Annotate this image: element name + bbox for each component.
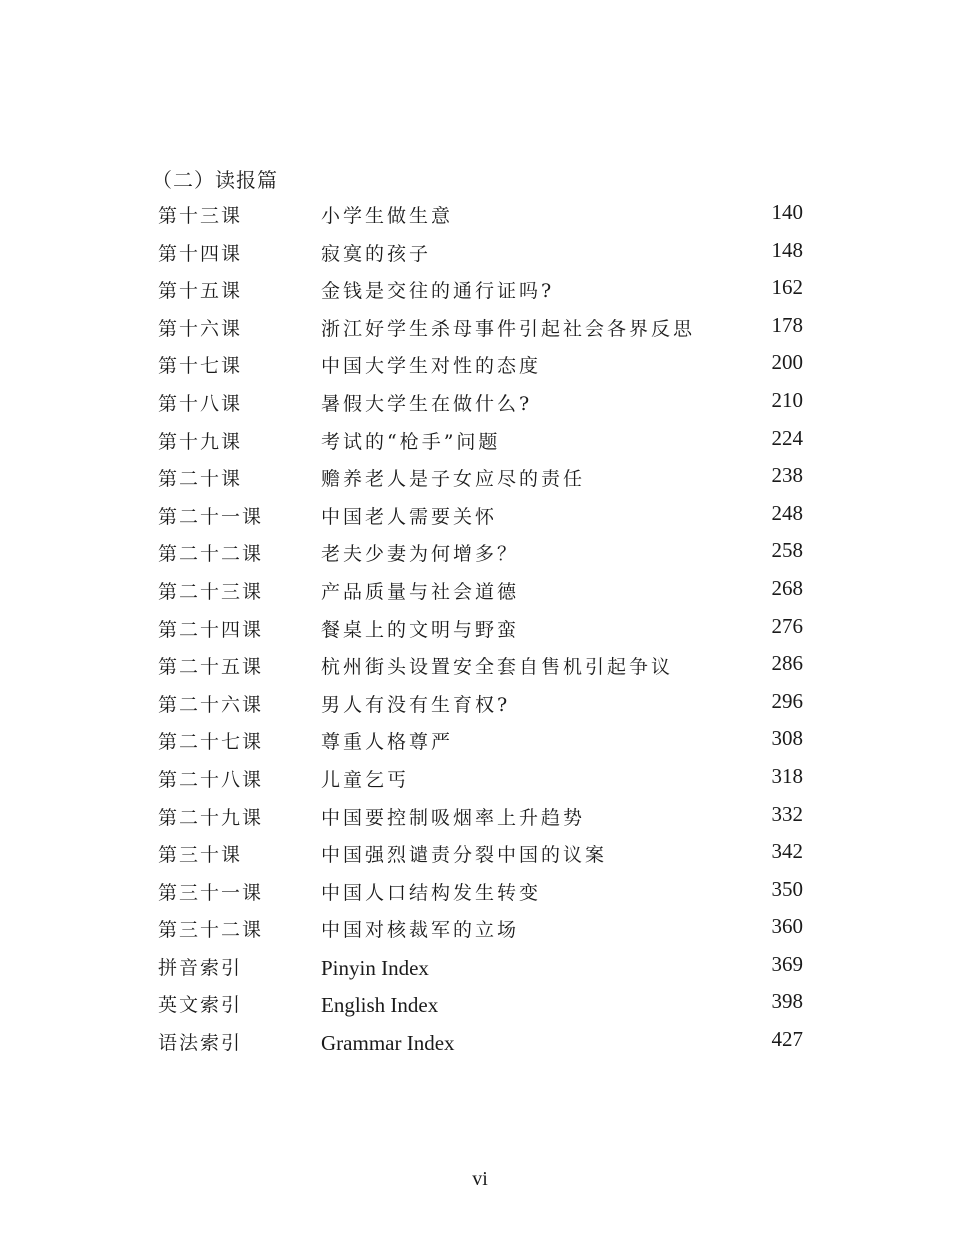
toc-row-index	[158, 987, 803, 1025]
toc-row	[158, 687, 803, 725]
lesson-title: 小学生做生意	[321, 205, 454, 227]
index-title: Pinyin Index	[321, 955, 429, 980]
lesson-title: 中国人口结构发生转变	[321, 881, 542, 904]
lesson-number: 第二十七课	[158, 731, 264, 754]
lesson-title: 儿童乞丐	[321, 768, 410, 791]
index-title: Grammar Index	[321, 1031, 455, 1056]
page-number: 360	[771, 914, 803, 939]
toc-row	[158, 649, 803, 687]
lesson-title: 男人有没有生育权?	[321, 693, 511, 716]
lesson-title: 餐桌上的文明与野蛮	[321, 618, 520, 641]
toc-row	[158, 574, 803, 612]
lesson-number: 第十五课	[158, 280, 243, 303]
lesson-title: 金钱是交往的通行证吗?	[321, 280, 555, 303]
lesson-number: 第三十二课	[158, 919, 264, 942]
page-footer-number: vi	[472, 1168, 488, 1190]
page-number: 342	[771, 839, 803, 864]
page-number: 162	[771, 275, 803, 300]
page-number: 178	[771, 312, 803, 337]
index-label: 英文索引	[158, 994, 243, 1017]
toc-row	[158, 912, 803, 950]
lesson-number: 第二十八课	[158, 768, 264, 791]
page-number: 200	[771, 350, 803, 375]
lesson-title: 杭州街头设置安全套自售机引起争议	[321, 656, 674, 679]
page-number: 276	[771, 613, 803, 638]
page-number: 148	[771, 237, 803, 262]
lesson-title: 赡养老人是子女应尽的责任	[321, 468, 586, 491]
section-heading: （二）读报篇	[152, 168, 278, 192]
toc-row	[158, 800, 803, 838]
lesson-number: 第三十一课	[158, 881, 264, 904]
lesson-title: 老夫少妻为何增多？	[321, 543, 520, 566]
lesson-title: 产品质量与社会道德	[321, 580, 520, 603]
lesson-title: 寂寞的孩子	[321, 242, 432, 265]
toc-row	[158, 875, 803, 913]
toc-row	[158, 348, 803, 386]
lesson-title: 考试的“枪手”问题	[321, 430, 501, 453]
toc-row	[158, 499, 803, 537]
lesson-title: 中国老人需要关怀	[321, 505, 498, 528]
toc-row-index	[158, 1025, 803, 1063]
index-label: 语法索引	[158, 1032, 243, 1055]
page-number: 369	[771, 951, 803, 976]
page-number: 427	[771, 1027, 803, 1052]
lesson-title: 暑假大学生在做什么?	[321, 392, 533, 415]
page-number: 308	[771, 726, 803, 751]
lesson-title: 中国大学生对性的态度	[321, 355, 542, 378]
lesson-title: 浙江好学生杀母事件引起社会各界反思	[321, 317, 696, 340]
toc-row-index	[158, 950, 803, 988]
toc-row	[158, 612, 803, 650]
page-number: 268	[771, 575, 803, 600]
lesson-number: 第二十五课	[158, 656, 264, 679]
page-number: 248	[771, 500, 803, 525]
toc-row	[158, 461, 803, 499]
lesson-number: 第二十一课	[158, 505, 264, 528]
page-number: 238	[771, 463, 803, 488]
toc-row	[158, 386, 803, 424]
lesson-title: 中国要控制吸烟率上升趋势	[321, 806, 586, 829]
table-of-contents	[158, 198, 803, 1063]
lesson-number: 第二十三课	[158, 580, 264, 603]
lesson-number: 第二十九课	[158, 806, 264, 829]
lesson-number: 第二十二课	[158, 543, 264, 566]
toc-row	[158, 311, 803, 349]
page-number: 140	[771, 200, 803, 224]
page-number: 398	[771, 989, 803, 1014]
lesson-number: 第十七课	[158, 355, 243, 378]
page-number: 332	[771, 801, 803, 826]
index-title: English Index	[321, 993, 439, 1018]
toc-row	[158, 762, 803, 800]
page-number: 286	[771, 651, 803, 676]
page-number: 210	[771, 387, 803, 412]
toc-row	[158, 536, 803, 574]
toc-row	[158, 273, 803, 311]
lesson-number: 第十四课	[158, 242, 243, 265]
toc-row	[158, 198, 803, 236]
lesson-title: 中国强烈谴责分裂中国的议案	[321, 844, 608, 867]
index-label: 拼音索引	[158, 956, 243, 979]
page-number: 296	[771, 688, 803, 713]
lesson-number: 第十三课	[158, 205, 243, 227]
page-number: 224	[771, 425, 803, 450]
lesson-number: 第十六课	[158, 317, 243, 340]
lesson-number: 第二十六课	[158, 693, 264, 716]
toc-row	[158, 837, 803, 875]
page-number: 318	[771, 763, 803, 788]
lesson-number: 第十八课	[158, 392, 243, 415]
toc-row	[158, 424, 803, 462]
lesson-number: 第二十四课	[158, 618, 264, 641]
toc-row	[158, 724, 803, 762]
page-number: 258	[771, 538, 803, 563]
lesson-title: 中国对核裁军的立场	[321, 919, 520, 942]
lesson-number: 第二十课	[158, 468, 243, 491]
page-number: 350	[771, 876, 803, 901]
toc-row	[158, 236, 803, 274]
lesson-number: 第十九课	[158, 430, 243, 453]
lesson-title: 尊重人格尊严	[321, 731, 454, 754]
lesson-number: 第三十课	[158, 844, 243, 867]
